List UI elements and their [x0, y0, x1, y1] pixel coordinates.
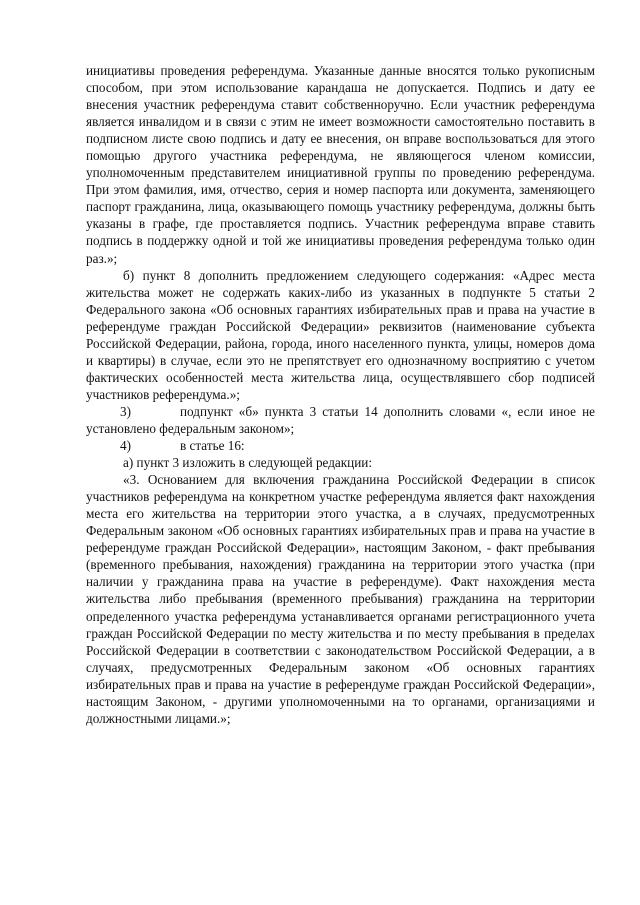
document-page [86, 62, 595, 727]
item-number: 3) [120, 403, 131, 419]
paragraph-item-4 [86, 437, 595, 454]
paragraph-item-3 [86, 403, 595, 437]
paragraph-item-a: а) пункт 3 изложить в следующей редакции: [123, 455, 373, 471]
paragraph-clause-3: «3. Основанием для включения гражданина Российской Федерации в список участников референдума на конкретном участке референдума является факт нахождения места его жительства на территории этого участка, а в случаях, предусмотренных Федеральным законом «Об основных гарантиях избирательных прав и права на участие в референдуме граждан Российской Федерации», настоящим Законом, - факт пребывания (временного пребывания, нахождения) гражданина на территории этого участка (при наличии у гражданина права на участие в референдуме). Факт нахождения места жительства либо пребывания (временного пребывания) гражданина на территории определенного участка референдума устанавливается органами регистрационного учета граждан Российской Федерации по месту жительства и по месту пребывания в пределах Российской Федерации в соответствии с законодательством Российской Федерации, а в случаях, предусмотренных Федеральным законом «Об основных гарантиях избирательных прав и права на участие в референдуме граждан Российской Федерации», настоящим Законом, - другими уполномоченными на то органами, организациями и должностными лицами.»; [86, 472, 595, 726]
item-number: 4) [120, 438, 131, 454]
paragraph-item-b: б) пункт 8 дополнить предложением следующего содержания: «Адрес места жительства может не содержать каких-либо из указанных в подпункте 5 статьи 2 Федерального закона «Об основных гарантиях избирательных прав и права на участие в референдуме граждан Российской Федерации» реквизитов (наименование субъекта Российской Федерации, района, города, иного населенного пункта, улицы, номеров дома и квартиры) в случае, если это не препятствует его однозначному восприятию с учетом фактических особенностей места жительства лица, осуществлявшего сбор подписей участников референдума.»; [86, 267, 595, 402]
item-text: подпункт «б» пункта 3 статьи 14 дополнить словами «, если иное не установлено федеральным законом»; [86, 403, 595, 436]
paragraph-signature-rules: инициативы проведения референдума. Указанные данные вносятся только рукописным способом, при этом использование карандаша не допускается. Подпись и дату ее внесения участник референдума ставит собственноручно. Если участник референдума является инвалидом и в связи с этим не имеет возможности самостоятельно поставить в подписном листе свою подпись и дату ее внесения, он вправе воспользоваться для этого помощью другого участника референдума, не являющегося членом комиссии, уполномоченным представителем инициативной группы по проведению референдума. При этом фамилия, имя, отчество, серия и номер паспорта или документа, заменяющего паспорт гражданина, лица, оказывающего помощь участнику референдума, должны быть указаны в графе, где проставляется подпись. Участник референдума вправе ставить подпись в поддержку одной и той же инициативы проведения референдума только один раз.»; [86, 63, 595, 266]
item-text: в статье 16: [180, 438, 245, 454]
